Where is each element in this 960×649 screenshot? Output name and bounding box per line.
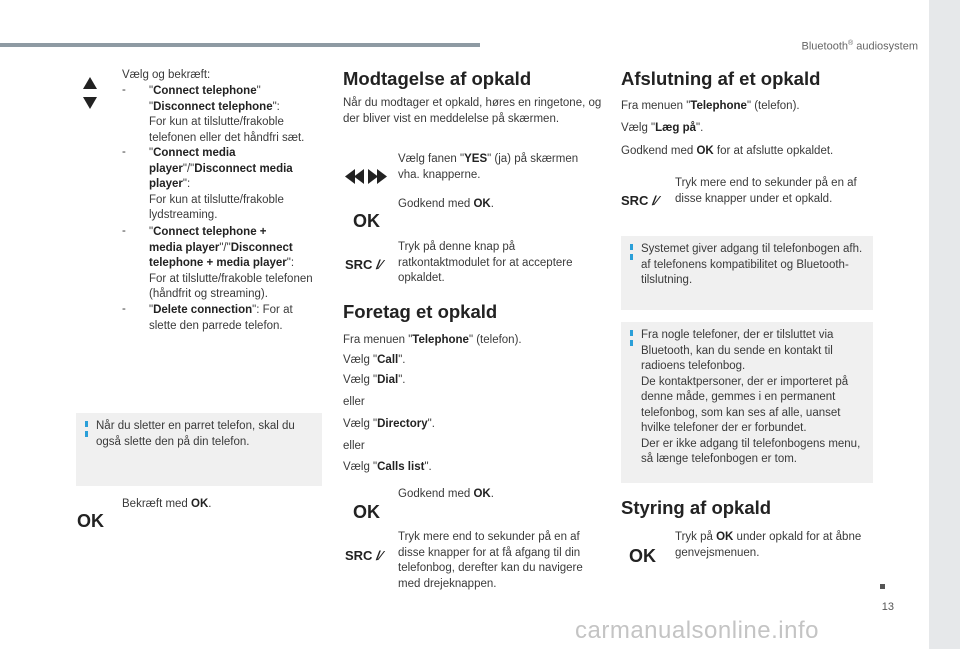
page-number: 13 xyxy=(881,601,894,613)
ok-confirm-text: Godkend med OK for at afslutte opkaldet. xyxy=(621,145,834,157)
info-note: Systemet giver adgang til telefonbogen afh. af telefonens kompatibilitet og Bluetooth-tilslutning. xyxy=(621,236,873,310)
heading-call-control: Styring af opkald xyxy=(621,497,772,518)
left-right-arrows-icon xyxy=(345,169,387,184)
header-rule xyxy=(0,43,480,47)
yes-text: Vælg fanen "YES" (ja) på skærmen vha. knapperne. xyxy=(398,153,579,181)
menu-text: Fra menuen "Telephone" (telefon). xyxy=(343,334,522,346)
info-icon xyxy=(630,244,633,260)
ok-button-icon: OK xyxy=(353,502,380,522)
ok-confirm-text: Godkend med OK. xyxy=(398,198,494,210)
src-accept-text: Tryk på denne knap på ratkontaktmodulet for at acceptere opkaldet. xyxy=(398,241,573,284)
heading-make-call: Foretag et opkald xyxy=(343,301,498,322)
page-edge-strip xyxy=(929,0,960,649)
watermark: carmanualsonline.info xyxy=(575,617,819,644)
hangup-text: Vælg "Læg på". xyxy=(621,122,704,134)
src-button-icon: SRC /⁄ xyxy=(621,193,658,208)
call-control-text: Tryk på OK under opkald for at åbne genvejsmenuen. xyxy=(675,531,862,559)
or-text: eller xyxy=(343,440,365,452)
up-down-arrows-icon xyxy=(83,77,97,109)
menu-text: Fra menuen "Telephone" (telefon). xyxy=(621,100,800,112)
info-icon xyxy=(630,330,633,346)
src-button-icon: SRC /⁄ xyxy=(345,257,382,272)
calls-list-text: Vælg "Calls list". xyxy=(343,461,432,473)
or-text: eller xyxy=(343,396,365,408)
ok-button-icon: OK xyxy=(77,511,104,531)
confirm-text: Bekræft med OK. xyxy=(122,498,212,510)
src-phonebook-text: Tryk mere end to sekunder på en af disse knapper for at få afgang til din telefonbog, derefter kan du navigere med drejeknappen. xyxy=(398,531,583,590)
call-text: Vælg "Call". xyxy=(343,354,406,366)
info-note: Når du sletter en parret telefon, skal du også slette den på din telefon. xyxy=(76,413,322,486)
info-note: Fra nogle telefoner, der er tilsluttet via Bluetooth, kan du sende en kontakt til radioens telefonbog. De kontaktpersoner, der er importeret på denne måde, gemmes i en permanent telefonbog, som kan ses af alle, uanset hvilke telefoner der er forbundet. Der er ikke adgang til telefonbogens menu, så længe telefonbogen er tom. xyxy=(621,322,873,483)
directory-text: Vælg "Directory". xyxy=(343,418,435,430)
info-icon xyxy=(85,421,88,437)
src-button-icon: SRC /⁄ xyxy=(345,548,382,563)
continuation-mark xyxy=(880,584,885,589)
heading-receive-call: Modtagelse af opkald xyxy=(343,68,532,89)
ok-button-icon: OK xyxy=(353,211,380,231)
running-header: Bluetooth® audiosystem xyxy=(801,40,918,53)
src-end-text: Tryk mere end to sekunder på en af disse knapper under et opkald. xyxy=(675,177,857,205)
col1-intro: Vælg og bekræft: xyxy=(122,69,211,81)
heading-end-call: Afslutning af et opkald xyxy=(621,68,821,89)
ok-button-icon: OK xyxy=(629,546,656,566)
receive-text: Når du modtager et opkald, høres en ringetone, og der bliver vist en meddelelse på skærmen. xyxy=(343,97,602,125)
dial-text: Vælg "Dial". xyxy=(343,374,406,386)
ok-confirm-text: Godkend med OK. xyxy=(398,488,494,500)
